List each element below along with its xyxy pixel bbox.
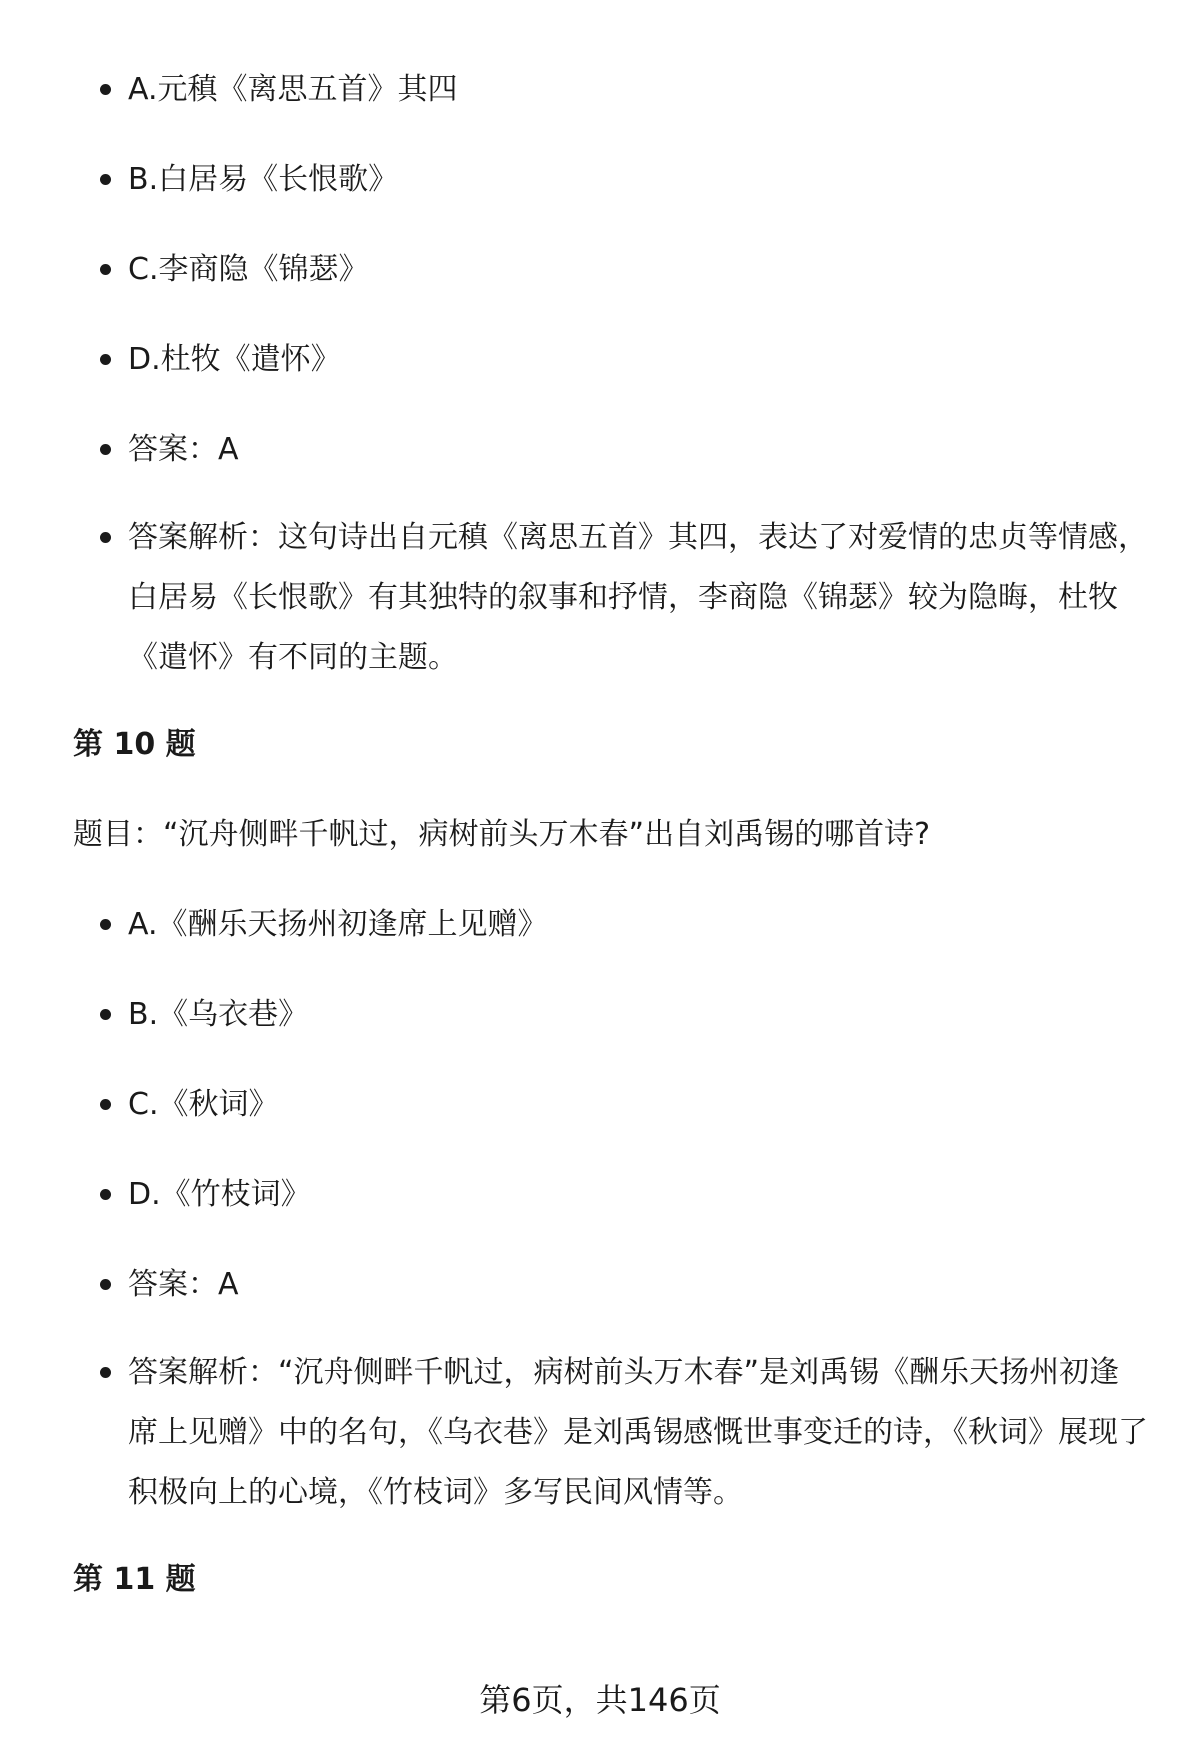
question-10-heading: 第 10 题 [73, 727, 196, 762]
answer-text: 答案：A [128, 432, 239, 467]
analysis-line [128, 1343, 1148, 1523]
option-text: B.《乌衣巷》 [128, 997, 309, 1032]
bullet-icon [100, 1189, 111, 1200]
option-text: A.《酬乐天扬州初逢席上见赠》 [128, 907, 548, 942]
bullet-icon [100, 919, 111, 930]
analysis-text: 答案解析：“沉舟侧畔千帆过，病树前头万木春”是刘禹锡《酬乐天扬州初逢席上见赠》中的名句，《乌衣巷》是刘禹锡感慨世事变迁的诗，《秋词》展现了积极向上的心境，《竹枝词》多写民间风情等。 [128, 1355, 1148, 1510]
bullet-icon [100, 84, 111, 95]
analysis-text: 答案解析：这句诗出自元稹《离思五首》其四，表达了对爱情的忠贞等情感，白居易《长恨歌》有其独特的叙事和抒情，李商隐《锦瑟》较为隐晦，杜牧《遣怀》有不同的主题。 [128, 520, 1148, 675]
option-a [128, 895, 1148, 955]
answer-line [128, 420, 1148, 480]
option-b [128, 150, 1148, 210]
bullet-icon [100, 1099, 111, 1110]
option-c [128, 240, 1148, 300]
option-text: B.白居易《长恨歌》 [128, 162, 399, 197]
option-d [128, 1165, 1148, 1225]
page-number-footer: 第6页，共146页 [479, 1681, 721, 1719]
bullet-icon [100, 1367, 111, 1378]
bullet-icon [100, 1279, 111, 1290]
option-b [128, 985, 1148, 1045]
option-text: C.李商隐《锦瑟》 [128, 252, 369, 287]
answer-line [128, 1255, 1148, 1315]
option-text: C.《秋词》 [128, 1087, 279, 1122]
bullet-icon [100, 354, 111, 365]
option-c [128, 1075, 1148, 1135]
bullet-icon [100, 444, 111, 455]
option-text: D.杜牧《遣怀》 [128, 342, 341, 377]
bullet-icon [100, 264, 111, 275]
analysis-line [128, 508, 1148, 688]
option-text: A.元稹《离思五首》其四 [128, 72, 458, 107]
option-a [128, 60, 1148, 120]
bullet-icon [100, 532, 111, 543]
question-11-heading: 第 11 题 [73, 1562, 196, 1597]
bullet-icon [100, 174, 111, 185]
question-10-prompt: 题目：“沉舟侧畔千帆过，病树前头万木春”出自刘禹锡的哪首诗? [73, 817, 931, 852]
bullet-icon [100, 1009, 111, 1020]
option-text: D.《竹枝词》 [128, 1177, 311, 1212]
option-d [128, 330, 1148, 390]
answer-text: 答案：A [128, 1267, 239, 1302]
